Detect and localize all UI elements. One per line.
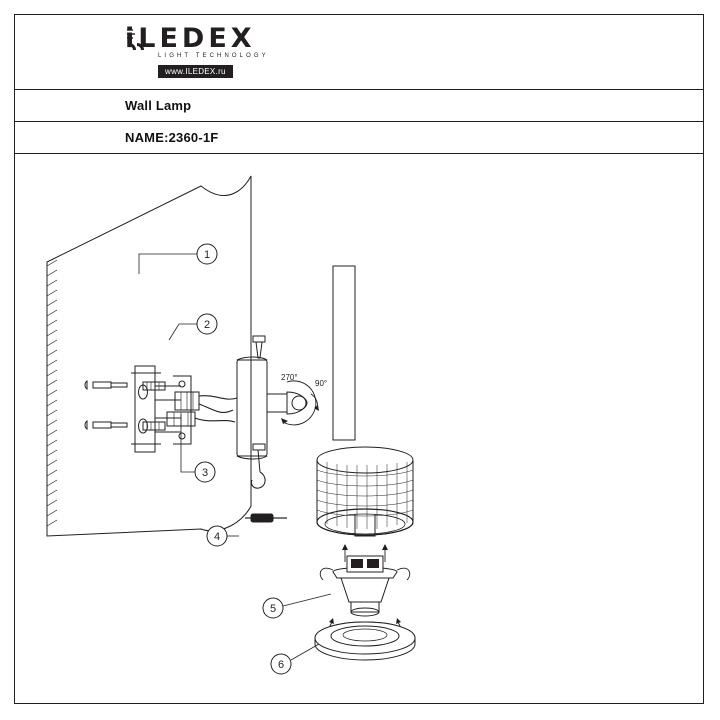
header-logo-row [15,15,703,90]
callout-5 [263,598,283,618]
wall-panel [47,176,251,536]
callout-6 [271,654,291,674]
instruction-sheet [14,14,704,704]
product-type-label: Wall Lamp [125,98,192,113]
callout-4-label: 4 [213,531,221,543]
mesh-shade [317,447,413,536]
product-name-row [15,122,703,154]
callout-3 [195,462,215,482]
angle-tilt-label: 90° [315,379,328,388]
callout-2 [197,314,217,334]
logo-tagline: LIGHT TECHNOLOGY [158,53,269,59]
swivel-arm [267,381,319,425]
callout-1 [197,244,217,264]
callout-6-label: 6 [277,659,285,671]
angle-rotation-label: 270° [281,373,298,382]
led-module [320,556,410,616]
product-name-label: NAME:2360-1F [125,130,219,145]
callout-2-label: 2 [203,319,211,331]
product-type-row [15,90,703,122]
logo-wordmark: iLEDEX [125,23,256,54]
assembly-drawing [15,154,703,703]
callout-3-label: 3 [201,467,209,479]
trim-ring [315,622,415,660]
logo-website: www.ILEDEX.ru [158,65,233,78]
callout-4 [207,526,227,546]
brand-logo [125,23,305,85]
lamp-post [333,266,355,440]
callout-1-label: 1 [203,249,211,261]
callout-5-label: 5 [269,603,277,615]
top-fixing-screw [253,336,265,358]
